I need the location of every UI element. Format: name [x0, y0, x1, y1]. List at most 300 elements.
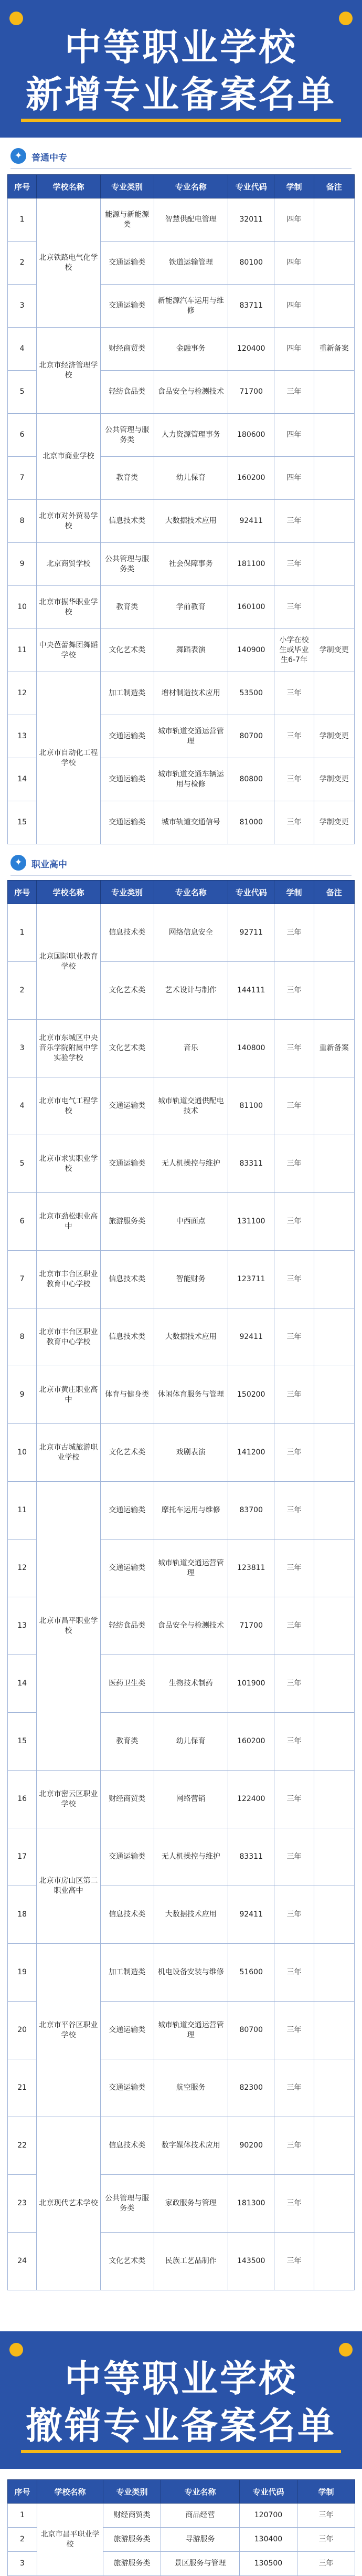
cell-major: 社会保障事务 — [154, 543, 228, 586]
cell-code: 150200 — [228, 1366, 274, 1424]
column-header: 学制 — [274, 175, 314, 198]
cell-no: 4 — [8, 328, 37, 371]
cell-no: 22 — [8, 2117, 37, 2175]
cell-major: 城市轨道交通运营管理 — [154, 1540, 228, 1597]
cell-major: 数字媒体技术应用 — [154, 2117, 228, 2175]
cell-code: 120700 — [240, 2504, 297, 2528]
table-row — [8, 1771, 355, 1828]
cell-major: 舞蹈表演 — [154, 629, 228, 672]
cell-code: 92411 — [228, 1886, 274, 1944]
cell-school: 北京市昌平职业学校 — [37, 2504, 103, 2576]
table-header-row — [8, 2480, 355, 2504]
cell-school: 北京市平谷区职业学校 — [37, 1944, 101, 2117]
column-header: 专业类别 — [100, 175, 154, 198]
cell-major: 人力资源管理事务 — [154, 414, 228, 457]
cell-category: 财经商贸类 — [103, 2504, 161, 2528]
cell-years: 三年 — [274, 1077, 314, 1135]
cell-note — [314, 500, 354, 543]
cell-note — [314, 2002, 354, 2059]
cell-code: 92411 — [228, 1308, 274, 1366]
cell-no: 11 — [8, 629, 37, 672]
cell-note — [314, 2117, 354, 2175]
cell-code: 120400 — [228, 328, 274, 371]
cell-no: 1 — [8, 2504, 37, 2528]
cell-years: 三年 — [274, 1597, 314, 1655]
cell-code: 80700 — [228, 715, 274, 758]
cell-no: 21 — [8, 2059, 37, 2117]
banner-top — [0, 0, 362, 138]
cell-note: 重新备案 — [314, 328, 354, 371]
cell-years: 四年 — [274, 457, 314, 500]
cell-category: 轻纺食品类 — [100, 1597, 154, 1655]
table-row — [8, 586, 355, 629]
cell-major: 幼儿保育 — [154, 1713, 228, 1771]
cell-years: 三年 — [274, 2175, 314, 2233]
cell-years: 三年 — [274, 1251, 314, 1308]
cell-years: 三年 — [274, 801, 314, 844]
column-header: 学校名称 — [37, 175, 101, 198]
table-row — [8, 1077, 355, 1135]
cell-note — [314, 1540, 354, 1597]
cell-major: 大数据技术应用 — [154, 1308, 228, 1366]
cell-note — [314, 586, 354, 629]
cell-category: 交通运输类 — [100, 1135, 154, 1193]
table-row — [8, 1424, 355, 1482]
cell-category: 交通运输类 — [100, 285, 154, 328]
cell-note: 学制变更 — [314, 715, 354, 758]
cell-category: 教育类 — [100, 457, 154, 500]
cell-years: 三年 — [274, 2059, 314, 2117]
cell-no: 3 — [8, 1020, 37, 1077]
cell-no: 23 — [8, 2175, 37, 2233]
cell-school: 北京市电气工程学校 — [37, 1077, 101, 1135]
cell-category: 交通运输类 — [100, 1077, 154, 1135]
column-header: 专业类别 — [100, 881, 154, 904]
cell-years: 三年 — [274, 371, 314, 414]
cell-major: 航空服务 — [154, 2059, 228, 2117]
cell-no: 3 — [8, 2552, 37, 2576]
cell-school: 北京市房山区第二职业高中 — [37, 1828, 101, 1944]
cell-code: 83311 — [228, 1828, 274, 1886]
column-header: 专业名称 — [154, 175, 228, 198]
cell-code: 53500 — [228, 672, 274, 715]
cell-years: 三年 — [274, 1771, 314, 1828]
school-badge-icon: ✦ — [10, 855, 26, 871]
cell-note — [314, 543, 354, 586]
cell-school: 中央芭蕾舞团舞蹈学校 — [37, 629, 101, 672]
cell-note — [314, 1077, 354, 1135]
cell-no: 4 — [8, 1077, 37, 1135]
cell-category: 信息技术类 — [100, 904, 154, 962]
cell-school: 北京市昌平职业学校 — [37, 1482, 101, 1771]
cell-code: 160200 — [228, 1713, 274, 1771]
cell-category: 交通运输类 — [100, 2059, 154, 2117]
cell-major: 城市轨道交通供配电技术 — [154, 1077, 228, 1135]
cell-note: 学制变更 — [314, 629, 354, 672]
cell-note — [314, 198, 354, 242]
cell-years: 三年 — [274, 1540, 314, 1597]
cell-no: 5 — [8, 371, 37, 414]
cell-years: 三年 — [274, 1366, 314, 1424]
table-row — [8, 500, 355, 543]
cell-major: 中西面点 — [154, 1193, 228, 1251]
cell-major: 食品安全与检测技术 — [154, 371, 228, 414]
cell-no: 1 — [8, 904, 37, 962]
cell-major: 城市轨道交通车辆运用与检修 — [154, 758, 228, 801]
cell-category: 信息技术类 — [100, 1308, 154, 1366]
banner-stripe — [21, 119, 341, 122]
cell-school: 北京市经济管理学校 — [37, 328, 101, 414]
cell-years: 三年 — [274, 1020, 314, 1077]
cell-code: 140900 — [228, 629, 274, 672]
cell-years: 三年 — [274, 715, 314, 758]
cell-category: 公共管理与服务类 — [100, 414, 154, 457]
cell-code: 92711 — [228, 904, 274, 962]
cell-no: 14 — [8, 1655, 37, 1713]
cell-major: 商品经营 — [161, 2504, 240, 2528]
cell-note — [314, 1251, 354, 1308]
cell-code: 181100 — [228, 543, 274, 586]
cell-years: 三年 — [274, 1886, 314, 1944]
banner-bottom — [0, 2331, 362, 2469]
cell-no: 5 — [8, 1135, 37, 1193]
cell-years: 四年 — [274, 285, 314, 328]
column-header: 学制 — [297, 2480, 355, 2504]
cell-code: 160200 — [228, 457, 274, 500]
cell-note — [314, 2059, 354, 2117]
cell-major: 智能财务 — [154, 1251, 228, 1308]
column-header: 学校名称 — [37, 2480, 103, 2504]
cell-category: 旅游服务类 — [103, 2552, 161, 2576]
cell-category: 文化艺术类 — [100, 962, 154, 1020]
cell-category: 加工制造类 — [100, 672, 154, 715]
table-row — [8, 1366, 355, 1424]
cell-category: 信息技术类 — [100, 1886, 154, 1944]
cell-no: 13 — [8, 715, 37, 758]
cell-major: 幼儿保育 — [154, 457, 228, 500]
cell-major: 智慧供配电管理 — [154, 198, 228, 242]
cell-code: 80100 — [228, 242, 274, 285]
cell-years: 三年 — [274, 1193, 314, 1251]
banner-title-line1: 中等职业学校 — [65, 26, 297, 69]
cell-no: 19 — [8, 1944, 37, 2002]
cell-major: 城市轨道交通运营管理 — [154, 715, 228, 758]
cell-school: 北京市对外贸易学校 — [37, 500, 101, 543]
cell-code: 92411 — [228, 500, 274, 543]
cell-note — [314, 1482, 354, 1540]
cell-category: 交通运输类 — [100, 758, 154, 801]
column-header: 专业代码 — [228, 175, 274, 198]
section-header-general — [10, 148, 352, 166]
cell-category: 交通运输类 — [100, 715, 154, 758]
cell-years: 三年 — [274, 1135, 314, 1193]
cell-school: 北京市黄庄职业高中 — [37, 1366, 101, 1424]
cell-note — [314, 672, 354, 715]
cell-note — [314, 2175, 354, 2233]
cell-major: 民族工艺品制作 — [154, 2233, 228, 2290]
cell-note — [314, 1828, 354, 1886]
cell-code: 81100 — [228, 1077, 274, 1135]
cell-code: 51600 — [228, 1944, 274, 2002]
cell-years: 三年 — [274, 904, 314, 962]
cell-note — [314, 1655, 354, 1713]
table-remove — [7, 2479, 355, 2576]
cell-no: 8 — [8, 500, 37, 543]
cell-category: 公共管理与服务类 — [100, 2175, 154, 2233]
table-row — [8, 904, 355, 962]
cell-note — [314, 1193, 354, 1251]
cell-years: 三年 — [297, 2528, 355, 2552]
cell-code: 90200 — [228, 2117, 274, 2175]
cell-no: 1 — [8, 198, 37, 242]
cell-note — [314, 1366, 354, 1424]
cell-note — [314, 1135, 354, 1193]
cell-no: 2 — [8, 962, 37, 1020]
table-row — [8, 2504, 355, 2528]
cell-years: 三年 — [274, 2002, 314, 2059]
cell-school: 北京铁路电气化学校 — [37, 198, 101, 328]
school-badge-icon: ✦ — [10, 148, 26, 164]
cell-category: 交通运输类 — [100, 1828, 154, 1886]
cell-code: 181300 — [228, 2175, 274, 2233]
column-header: 专业代码 — [240, 2480, 297, 2504]
cell-years: 三年 — [274, 1828, 314, 1886]
cell-category: 文化艺术类 — [100, 629, 154, 672]
cell-major: 城市轨道交通信号 — [154, 801, 228, 844]
cell-major: 城市轨道交通运营管理 — [154, 2002, 228, 2059]
cell-school: 北京市密云区职业学校 — [37, 1771, 101, 1828]
cell-code: 71700 — [228, 1597, 274, 1655]
column-header: 专业名称 — [154, 881, 228, 904]
cell-code: 160100 — [228, 586, 274, 629]
cell-code: 81000 — [228, 801, 274, 844]
cell-no: 24 — [8, 2233, 37, 2290]
cell-no: 9 — [8, 543, 37, 586]
cell-code: 140800 — [228, 1020, 274, 1077]
cell-no: 7 — [8, 1251, 37, 1308]
cell-note — [314, 242, 354, 285]
column-header: 备注 — [314, 175, 354, 198]
cell-category: 交通运输类 — [100, 801, 154, 844]
cell-school: 北京市振华职业学校 — [37, 586, 101, 629]
cell-years: 三年 — [274, 1713, 314, 1771]
cell-code: 123811 — [228, 1540, 274, 1597]
cell-school: 北京国际职业教育学校 — [37, 904, 101, 1020]
cell-category: 交通运输类 — [100, 1540, 154, 1597]
cell-note — [314, 1886, 354, 1944]
table-row — [8, 1828, 355, 1886]
column-header: 学制 — [274, 881, 314, 904]
table-row — [8, 672, 355, 715]
cell-category: 信息技术类 — [100, 1251, 154, 1308]
cell-years: 小学在校生或毕业生6-7年 — [274, 629, 314, 672]
cell-major: 机电设备安装与维修 — [154, 1944, 228, 2002]
cell-category: 医药卫生类 — [100, 1655, 154, 1713]
table-row — [8, 198, 355, 242]
cell-no: 18 — [8, 1886, 37, 1944]
table-row — [8, 629, 355, 672]
table-row — [8, 1944, 355, 2002]
section-divider — [10, 168, 352, 169]
column-header: 专业类别 — [103, 2480, 161, 2504]
cell-school: 北京现代艺术学校 — [37, 2117, 101, 2290]
table-row — [8, 2117, 355, 2175]
cell-no: 2 — [8, 242, 37, 285]
cell-note — [314, 1597, 354, 1655]
cell-category: 轻纺食品类 — [100, 371, 154, 414]
cell-years: 三年 — [274, 672, 314, 715]
banner-title-line2: 撤销专业备案名单 — [26, 2404, 336, 2447]
cell-category: 教育类 — [100, 586, 154, 629]
cell-note — [314, 414, 354, 457]
cell-years: 三年 — [274, 2117, 314, 2175]
cell-years: 三年 — [274, 1655, 314, 1713]
section-label: 职业高中 — [31, 860, 67, 870]
cell-category: 文化艺术类 — [100, 1424, 154, 1482]
table-row — [8, 414, 355, 457]
cell-note — [314, 285, 354, 328]
cell-no: 2 — [8, 2528, 37, 2552]
cell-no: 14 — [8, 758, 37, 801]
section-header-vocational — [10, 855, 352, 873]
cell-years: 四年 — [274, 198, 314, 242]
cell-code: 82300 — [228, 2059, 274, 2117]
cell-school: 北京市求实职业学校 — [37, 1135, 101, 1193]
table-general — [7, 174, 355, 844]
cell-category: 财经商贸类 — [100, 328, 154, 371]
cell-major: 艺术设计与制作 — [154, 962, 228, 1020]
banner-stripe — [21, 2450, 341, 2453]
cell-years: 三年 — [274, 1424, 314, 1482]
cell-no: 10 — [8, 586, 37, 629]
table-row — [8, 1251, 355, 1308]
column-header: 序号 — [8, 2480, 37, 2504]
table-row — [8, 1482, 355, 1540]
cell-no: 10 — [8, 1424, 37, 1482]
cell-years: 三年 — [274, 500, 314, 543]
cell-category: 信息技术类 — [100, 500, 154, 543]
cell-major: 新能源汽车运用与维修 — [154, 285, 228, 328]
cell-note — [314, 457, 354, 500]
cell-note: 学制变更 — [314, 801, 354, 844]
cell-school: 北京市东城区中央音乐学院附属中学实验学校 — [37, 1020, 101, 1077]
cell-note — [314, 1424, 354, 1482]
cell-no: 15 — [8, 1713, 37, 1771]
cell-no: 15 — [8, 801, 37, 844]
cell-category: 旅游服务类 — [100, 1193, 154, 1251]
cell-school: 北京市丰台区职业教育中心学校 — [37, 1308, 101, 1366]
cell-code: 80700 — [228, 2002, 274, 2059]
cell-major: 景区服务与管理 — [161, 2552, 240, 2576]
cell-major: 摩托车运用与维修 — [154, 1482, 228, 1540]
cell-note: 重新备案 — [314, 1020, 354, 1077]
cell-code: 71700 — [228, 371, 274, 414]
cell-years: 三年 — [274, 1482, 314, 1540]
cell-no: 12 — [8, 672, 37, 715]
cell-no: 16 — [8, 1771, 37, 1828]
cell-no: 20 — [8, 2002, 37, 2059]
cell-code: 122400 — [228, 1771, 274, 1828]
cell-major: 音乐 — [154, 1020, 228, 1077]
cell-category: 公共管理与服务类 — [100, 543, 154, 586]
cell-school: 北京市古城旅游职业学校 — [37, 1424, 101, 1482]
column-header: 序号 — [8, 881, 37, 904]
table-header-row — [8, 175, 355, 198]
cell-major: 生物技术制药 — [154, 1655, 228, 1713]
cell-note — [314, 1944, 354, 2002]
cell-years: 三年 — [274, 758, 314, 801]
table-row — [8, 1193, 355, 1251]
cell-major: 学前教育 — [154, 586, 228, 629]
cell-major: 大数据技术应用 — [154, 1886, 228, 1944]
cell-category: 能源与新能源类 — [100, 198, 154, 242]
cell-code: 32011 — [228, 198, 274, 242]
table-row — [8, 1020, 355, 1077]
cell-code: 131100 — [228, 1193, 274, 1251]
cell-school: 北京市丰台区职业教育中心学校 — [37, 1251, 101, 1308]
section-divider — [10, 875, 352, 876]
cell-major: 无人机操控与维护 — [154, 1135, 228, 1193]
table-vocational — [7, 880, 355, 2290]
cell-no: 11 — [8, 1482, 37, 1540]
cell-major: 增材制造技术应用 — [154, 672, 228, 715]
cell-major: 网络营销 — [154, 1771, 228, 1828]
table-header-row — [8, 881, 355, 904]
column-header: 专业代码 — [228, 881, 274, 904]
cell-category: 财经商贸类 — [100, 1771, 154, 1828]
cell-code: 83711 — [228, 285, 274, 328]
column-header: 专业名称 — [161, 2480, 240, 2504]
cell-school: 北京市自动化工程学校 — [37, 672, 101, 844]
cell-years: 三年 — [274, 962, 314, 1020]
cell-years: 三年 — [274, 586, 314, 629]
cell-category: 交通运输类 — [100, 1482, 154, 1540]
cell-major: 无人机操控与维护 — [154, 1828, 228, 1886]
cell-major: 金融事务 — [154, 328, 228, 371]
cell-category: 旅游服务类 — [103, 2528, 161, 2552]
cell-no: 17 — [8, 1828, 37, 1886]
cell-major: 导游服务 — [161, 2528, 240, 2552]
cell-years: 三年 — [274, 1944, 314, 2002]
cell-school: 北京市劲松职业高中 — [37, 1193, 101, 1251]
cell-note — [314, 1713, 354, 1771]
cell-category: 文化艺术类 — [100, 2233, 154, 2290]
cell-code: 83311 — [228, 1135, 274, 1193]
table-row — [8, 1308, 355, 1366]
cell-years: 三年 — [274, 543, 314, 586]
banner-title-line1: 中等职业学校 — [65, 2357, 297, 2400]
cell-no: 12 — [8, 1540, 37, 1597]
cell-code: 123711 — [228, 1251, 274, 1308]
cell-note — [314, 1308, 354, 1366]
cell-category: 交通运输类 — [100, 2002, 154, 2059]
cell-code: 144111 — [228, 962, 274, 1020]
cell-note — [314, 962, 354, 1020]
cell-years: 四年 — [274, 328, 314, 371]
cell-category: 体育与健身类 — [100, 1366, 154, 1424]
section-label: 普通中专 — [31, 153, 67, 163]
cell-code: 83700 — [228, 1482, 274, 1540]
cell-note: 学制变更 — [314, 758, 354, 801]
cell-no: 6 — [8, 414, 37, 457]
cell-no: 9 — [8, 1366, 37, 1424]
cell-code: 141200 — [228, 1424, 274, 1482]
cell-years: 三年 — [274, 1308, 314, 1366]
cell-no: 13 — [8, 1597, 37, 1655]
cell-category: 交通运输类 — [100, 242, 154, 285]
cell-school: 北京市商业学校 — [37, 414, 101, 500]
cell-note — [314, 371, 354, 414]
